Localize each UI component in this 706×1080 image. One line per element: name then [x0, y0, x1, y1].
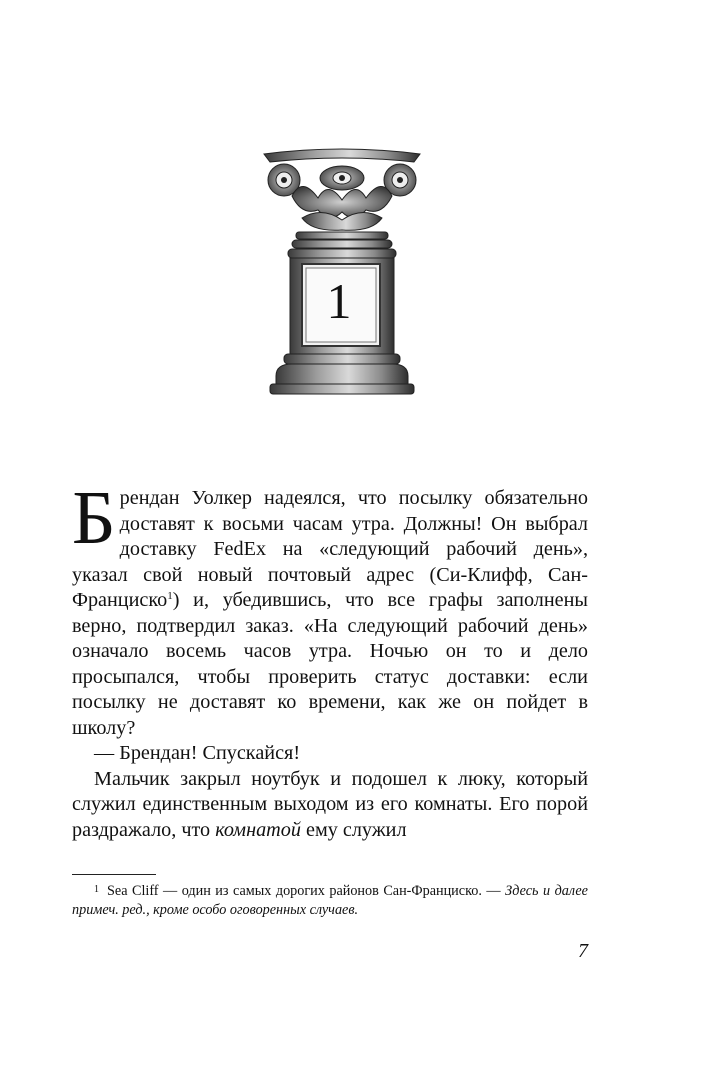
footnote-divider	[72, 874, 156, 875]
page-number: 7	[578, 940, 588, 962]
paragraph-3-text-a: Мальчик закрыл ноутбук и подошел к люку, который служил единственным выходом из его комнаты. Его порой раздражало, что	[72, 767, 588, 841]
chapter-body	[72, 476, 588, 843]
chapter-number: 1	[326, 273, 352, 329]
footnote	[72, 880, 588, 920]
footnote-note: Здесь и далее примеч. ред., кроме особо оговоренных случаев.	[72, 883, 588, 918]
chapter-ornament	[262, 140, 422, 400]
footnote-mark: 1	[94, 884, 99, 895]
paragraph-2: — Брендан! Спускайся!	[94, 742, 301, 764]
paragraph-3-emphasis: комнатой	[215, 818, 301, 841]
paragraph-1	[72, 476, 588, 741]
drop-cap: Б	[72, 476, 116, 560]
paragraph-1-text-a: рендан Уолкер надеялся, что посылку обязательно доставят к восьми часам утра. Должны! Он выбрал доставку FedEx на «следующий рабочий день», указал свой новый почтовый адрес (Си-Клифф, Сан-Франциско	[72, 487, 588, 611]
paragraph-3	[72, 767, 588, 844]
paragraph-1-text-b: ) и, убедившись, что все графы заполнены верно, подтвердил заказ. «На следующий рабочий день» означало восемь часов утра. Ночью он то и дело просыпался, чтобы проверить статус доставки: если посылку не доставят ко времени, как же он пойдет в школу?	[72, 589, 588, 739]
footnote-ref: 1	[167, 590, 173, 602]
footnote-text: Sea Cliff — один из самых дорогих районов Сан-Франциско. —	[107, 883, 506, 899]
paragraph-3-text-b: ему служил	[300, 818, 407, 841]
